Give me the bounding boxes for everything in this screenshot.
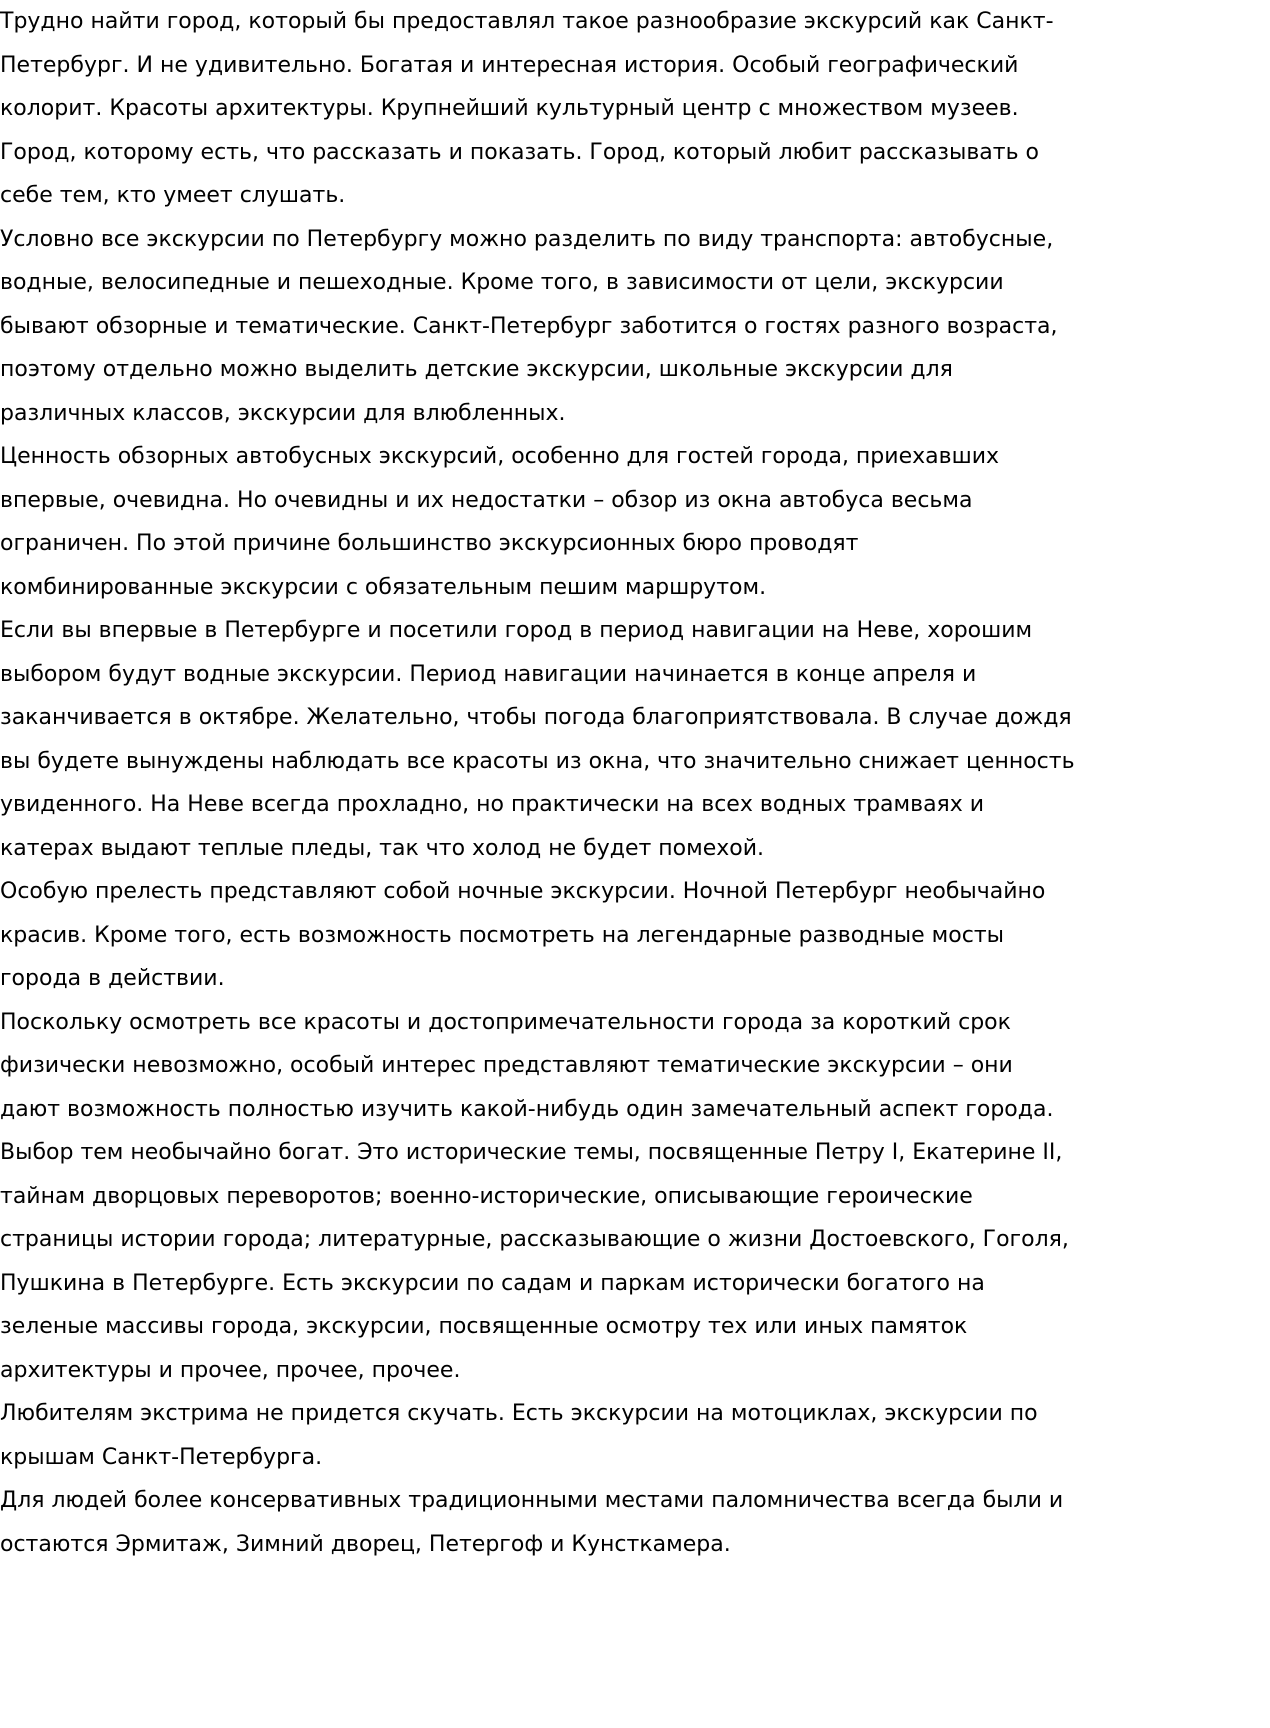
text-line: Ценность обзорных автобусных экскурсий, особенно для гостей города, приехавших bbox=[0, 444, 1000, 469]
text-line: страницы истории города; литературные, рассказывающие о жизни Достоевского, Гоголя, bbox=[0, 1227, 1069, 1252]
text-line: ограничен. По этой причине большинство экскурсионных бюро проводят bbox=[0, 531, 859, 556]
text-line: тайнам дворцовых переворотов; военно-исторические, описывающие героические bbox=[0, 1183, 973, 1209]
text-line: физически невозможно, особый интерес представляют тематические экскурсии – они bbox=[0, 1053, 1013, 1078]
text-line: выбором будут водные экскурсии. Период навигации начинается в конце апреля и bbox=[0, 661, 977, 687]
text-line: различных классов, экскурсии для влюбленных. bbox=[0, 400, 566, 426]
text-line: остаются Эрмитаж, Зимний дворец, Петергоф и Кунсткамера. bbox=[0, 1531, 731, 1557]
text-line: катерах выдают теплые пледы, так что холод не будет помехой. bbox=[0, 835, 765, 861]
paragraph bbox=[0, 1479, 1270, 1566]
text-line: архитектуры и прочее, прочее, прочее. bbox=[0, 1357, 461, 1383]
text-line: впервые, очевидна. Но очевидны и их недостатки – обзор из окна автобуса весьма bbox=[0, 487, 973, 513]
text-line: Особую прелесть представляют собой ночные экскурсии. Ночной Петербург необычайно bbox=[0, 879, 1046, 904]
text-line: заканчивается в октябре. Желательно, чтобы погода благоприятствовала. В случае дождя bbox=[0, 705, 1072, 730]
paragraph bbox=[0, 870, 1270, 1001]
text-line: водные, велосипедные и пешеходные. Кроме того, в зависимости от цели, экскурсии bbox=[0, 270, 1004, 295]
text-line: увиденного. На Неве всегда прохладно, но практически на всех водных трамваях и bbox=[0, 792, 985, 817]
text-line: Для людей более консервативных традиционными местами паломничества всегда были и bbox=[0, 1488, 1064, 1513]
paragraph bbox=[0, 218, 1270, 436]
text-line: комбинированные экскурсии с обязательным пешим маршрутом. bbox=[0, 574, 767, 600]
paragraph bbox=[0, 0, 1270, 218]
text-line: Пушкина в Петербурге. Есть экскурсии по садам и паркам исторически богатого на bbox=[0, 1270, 985, 1296]
text-line: Условно все экскурсии по Петербургу можно разделить по виду транспорта: автобусные, bbox=[0, 226, 1054, 252]
text-line: Если вы впервые в Петербурге и посетили город в период навигации на Неве, хорошим bbox=[0, 618, 1033, 643]
paragraph bbox=[0, 609, 1270, 870]
text-line: города в действии. bbox=[0, 966, 225, 991]
text-line: Трудно найти город, который бы предоставлял такое разнообразие экскурсий как Санкт- bbox=[0, 9, 1054, 34]
text-line: себе тем, кто умеет слушать. bbox=[0, 183, 346, 208]
paragraph bbox=[0, 1001, 1270, 1393]
text-line: Петербург. И не удивительно. Богатая и интересная история. Особый географический bbox=[0, 52, 1019, 78]
text-line: крышам Санкт-Петербурга. bbox=[0, 1444, 323, 1470]
text-line: вы будете вынуждены наблюдать все красоты из окна, что значительно снижает ценность bbox=[0, 748, 1075, 774]
text-line: Выбор тем необычайно богат. Это исторические темы, посвященные Петру I, Екатерине II, bbox=[0, 1140, 1063, 1165]
text-line: бывают обзорные и тематические. Санкт-Петербург заботится о гостях разного возраста, bbox=[0, 313, 1058, 339]
text-line: колорит. Красоты архитектуры. Крупнейший культурный центр с множеством музеев. bbox=[0, 96, 1019, 121]
text-line: Город, которому есть, что рассказать и показать. Город, который любит рассказывать о bbox=[0, 139, 1039, 165]
text-line: Любителям экстрима не придется скучать. Есть экскурсии на мотоциклах, экскурсии по bbox=[0, 1401, 1038, 1426]
text-line: дают возможность полностью изучить какой-нибудь один замечательный аспект города. bbox=[0, 1096, 1054, 1122]
paragraph bbox=[0, 435, 1270, 609]
paragraph bbox=[0, 1392, 1270, 1479]
text-line: красив. Кроме того, есть возможность посмотреть на легендарные разводные мосты bbox=[0, 922, 1005, 948]
text-line: зеленые массивы города, экскурсии, посвященные осмотру тех или иных памяток bbox=[0, 1314, 968, 1339]
text-line: Поскольку осмотреть все красоты и достопримечательности города за короткий срок bbox=[0, 1009, 1011, 1035]
text-line: поэтому отдельно можно выделить детские экскурсии, школьные экскурсии для bbox=[0, 357, 953, 382]
